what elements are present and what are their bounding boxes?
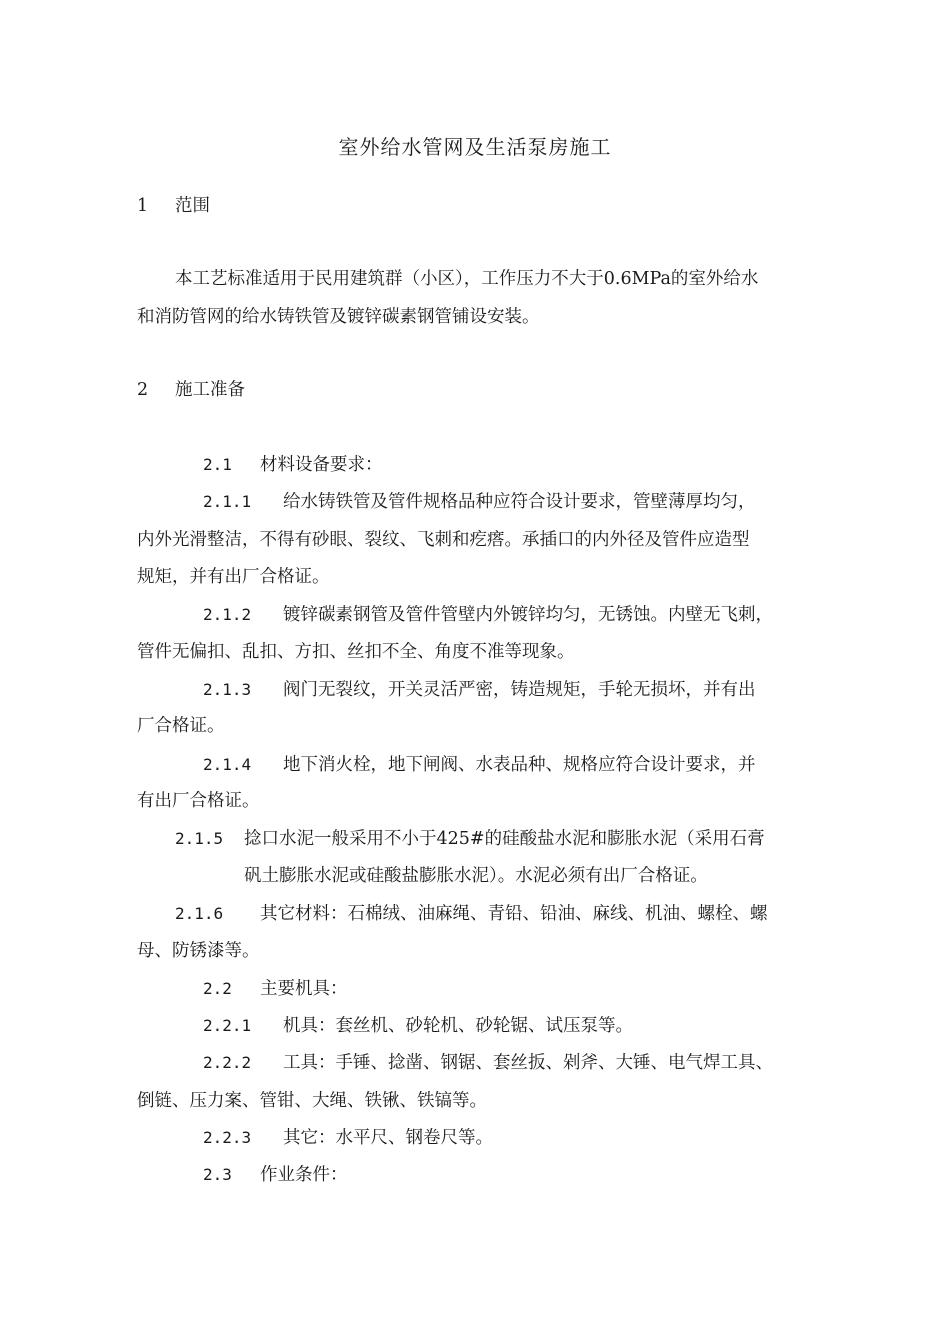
item-2-1-5-number: 2.1.5 (175, 829, 224, 848)
section-1-body-line-1: 本工艺标准适用于民用建筑群（小区），工作压力不大于0.6MPa的室外给水 (175, 269, 759, 289)
item-2-1-6-line-1: 其它材料：石棉绒、油麻绳、青铅、铅油、麻线、机油、螺栓、螺 (260, 904, 768, 924)
item-2-1-2-number: 2.1.2 (203, 605, 252, 624)
section-2-number: 2 (137, 380, 149, 400)
item-2-2-1-text: 机具：套丝机、砂轮机、砂轮锯、试压泵等。 (283, 1016, 633, 1036)
subsection-2-3-text: 作业条件： (260, 1165, 348, 1185)
subsection-2-2-number: 2.2 (203, 979, 232, 998)
item-2-1-4-line-1: 地下消火栓，地下闸阀、水表品种、规格应符合设计要求，并 (283, 755, 756, 775)
subsection-2-2-text: 主要机具： (260, 979, 348, 999)
item-2-1-1-number: 2.1.1 (203, 492, 252, 511)
item-2-1-1-line-1: 给水铸铁管及管件规格品种应符合设计要求，管壁薄厚均匀， (283, 492, 756, 512)
item-2-1-6-line-2: 母、防锈漆等。 (137, 941, 260, 961)
subsection-2-1-text: 材料设备要求： (260, 455, 383, 475)
subsection-2-1-number: 2.1 (203, 455, 232, 474)
item-2-1-5-line-2: 矾土膨胀水泥或硅酸盐膨胀水泥）。水泥必须有出厂合格证。 (244, 866, 708, 886)
item-2-2-3-text: 其它：水平尺、钢卷尺等。 (283, 1128, 493, 1148)
item-2-1-2-line-2: 管件无偏扣、乱扣、方扣、丝扣不全、角度不准等现象。 (137, 642, 575, 662)
item-2-1-4-line-2: 有出厂合格证。 (137, 791, 260, 811)
section-1-body-line-2: 和消防管网的给水铸铁管及镀锌碳素钢管铺设安装。 (137, 307, 540, 327)
item-2-1-5-line-1: 捻口水泥一般采用不小于425#的硅酸盐水泥和膨胀水泥（采用石膏 (244, 829, 765, 849)
section-1-heading: 范围 (175, 196, 210, 216)
item-2-2-3-number: 2.2.3 (203, 1128, 252, 1147)
item-2-2-1-number: 2.2.1 (203, 1016, 252, 1035)
item-2-1-3-line-1: 阀门无裂纹，开关灵活严密，铸造规矩，手轮无损坏，并有出 (283, 680, 756, 700)
item-2-1-1-line-3: 规矩，并有出厂合格证。 (137, 567, 330, 587)
subsection-2-3-number: 2.3 (203, 1165, 232, 1184)
section-2-heading: 施工准备 (175, 380, 245, 400)
item-2-1-2-line-1: 镀锌碳素钢管及管件管壁内外镀锌均匀，无锈蚀。内壁无飞刺， (283, 605, 773, 625)
page-title: 室外给水管网及生活泵房施工 (338, 135, 612, 159)
item-2-1-3-line-2: 厂合格证。 (137, 716, 225, 736)
section-1-number: 1 (137, 196, 149, 216)
item-2-2-2-line-2: 倒链、压力案、管钳、大绳、铁锹、铁镐等。 (137, 1091, 487, 1111)
item-2-1-3-number: 2.1.3 (203, 680, 252, 699)
item-2-2-2-number: 2.2.2 (203, 1053, 252, 1072)
item-2-1-6-number: 2.1.6 (175, 904, 224, 923)
item-2-2-2-line-1: 工具：手锤、捻凿、钢锯、套丝扳、剁斧、大锤、电气焊工具、 (283, 1053, 773, 1073)
item-2-1-4-number: 2.1.4 (203, 755, 252, 774)
item-2-1-1-line-2: 内外光滑整洁，不得有砂眼、裂纹、飞刺和疙瘩。承插口的内外径及管件应造型 (137, 530, 750, 550)
